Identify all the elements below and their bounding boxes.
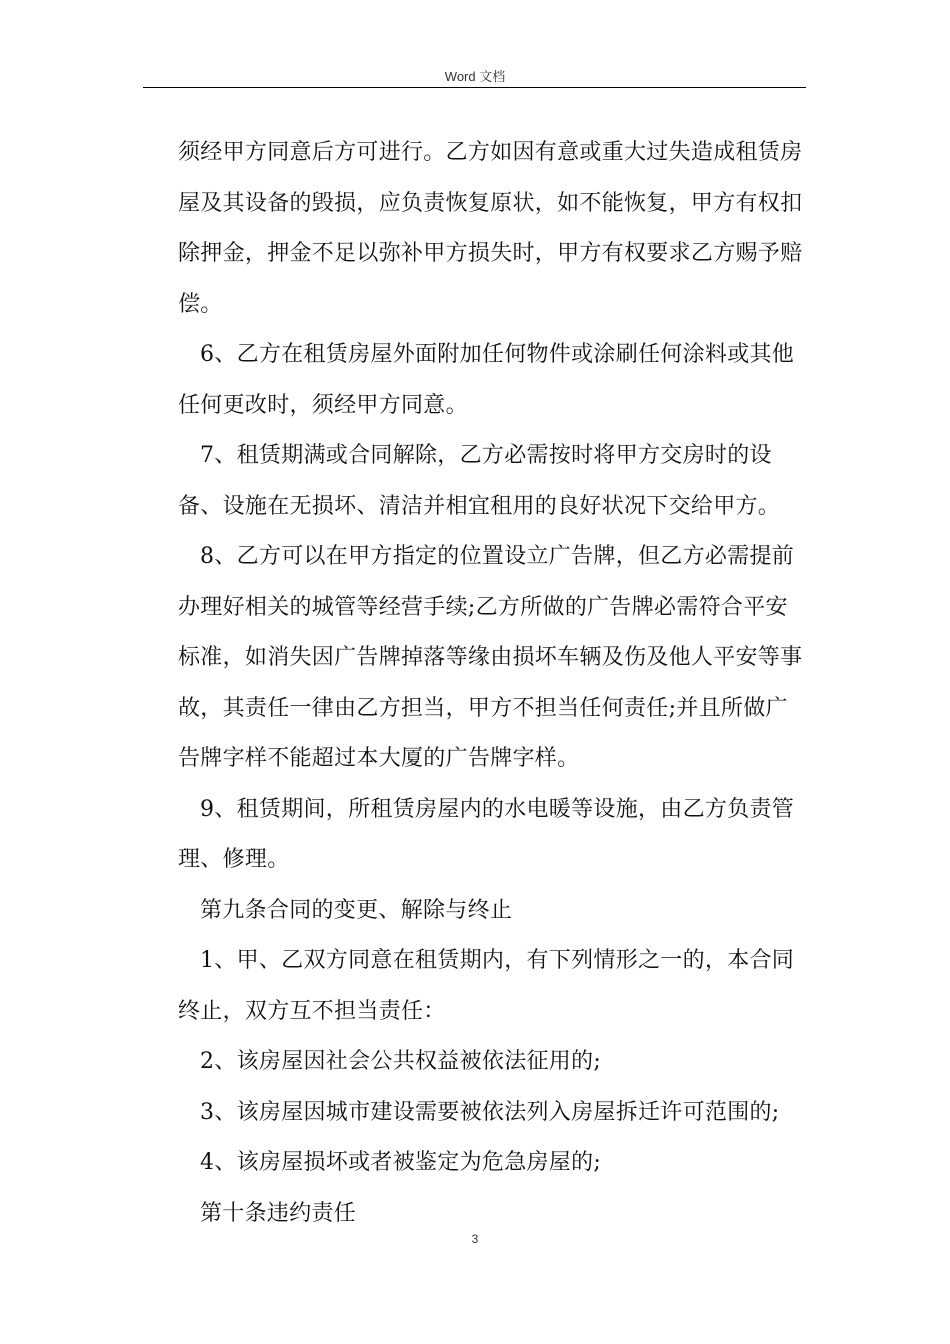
paragraph-item-6: 6、乙方在租赁房屋外面附加任何物件或涂刷任何涂料或其他任何更改时，须经甲方同意。 bbox=[178, 342, 795, 418]
paragraph-item-8: 8、乙方可以在甲方指定的位置设立广告牌，但乙方必需提前办理好相关的城管等经营手续;乙方所做的广告牌必需符合平安标准，如消失因广告牌掉落等缘由损坏车辆及伤及他人平安等事故，其责任一律由乙方担当，甲方不担当任何责任;并且所做广告牌字样不能超过本大厦的广告牌字样。 bbox=[178, 544, 803, 771]
paragraph-continuation: 须经甲方同意后方可进行。乙方如因有意或重大过失造成租赁房屋及其设备的毁损，应负责恢复原状，如不能恢复，甲方有权扣除押金，押金不足以弥补甲方损失时，甲方有权要求乙方赐予赔偿。 bbox=[178, 140, 803, 317]
header-divider bbox=[143, 87, 806, 88]
paragraph-article-9-item-2: 2、该房屋因社会公共权益被依法征用的; bbox=[200, 1049, 602, 1074]
paragraph-article-9-item-1: 1、甲、乙双方同意在租赁期内，有下列情形之一的，本合同终止，双方互不担当责任： bbox=[178, 948, 795, 1024]
page-number: 3 bbox=[471, 1232, 479, 1246]
paragraph-item-7: 7、租赁期满或合同解除，乙方必需按时将甲方交房时的设备、设施在无损坏、清洁并相宜租用的良好状况下交给甲方。 bbox=[178, 443, 781, 519]
paragraph-item-9: 9、租赁期间，所租赁房屋内的水电暖等设施，由乙方负责管理、修理。 bbox=[178, 796, 795, 872]
paragraph-article-9-item-4: 4、该房屋损坏或者被鉴定为危急房屋的; bbox=[200, 1150, 602, 1175]
document-body bbox=[178, 128, 806, 1239]
paragraph-article-9-item-3: 3、该房屋因城市建设需要被依法列入房屋拆迁许可范围的; bbox=[200, 1099, 780, 1125]
section-heading-article-9: 第九条合同的变更、解除与终止 bbox=[200, 897, 513, 923]
page-header-title: Word 文档 bbox=[444, 69, 506, 84]
section-heading-article-10: 第十条违约责任 bbox=[200, 1200, 357, 1226]
